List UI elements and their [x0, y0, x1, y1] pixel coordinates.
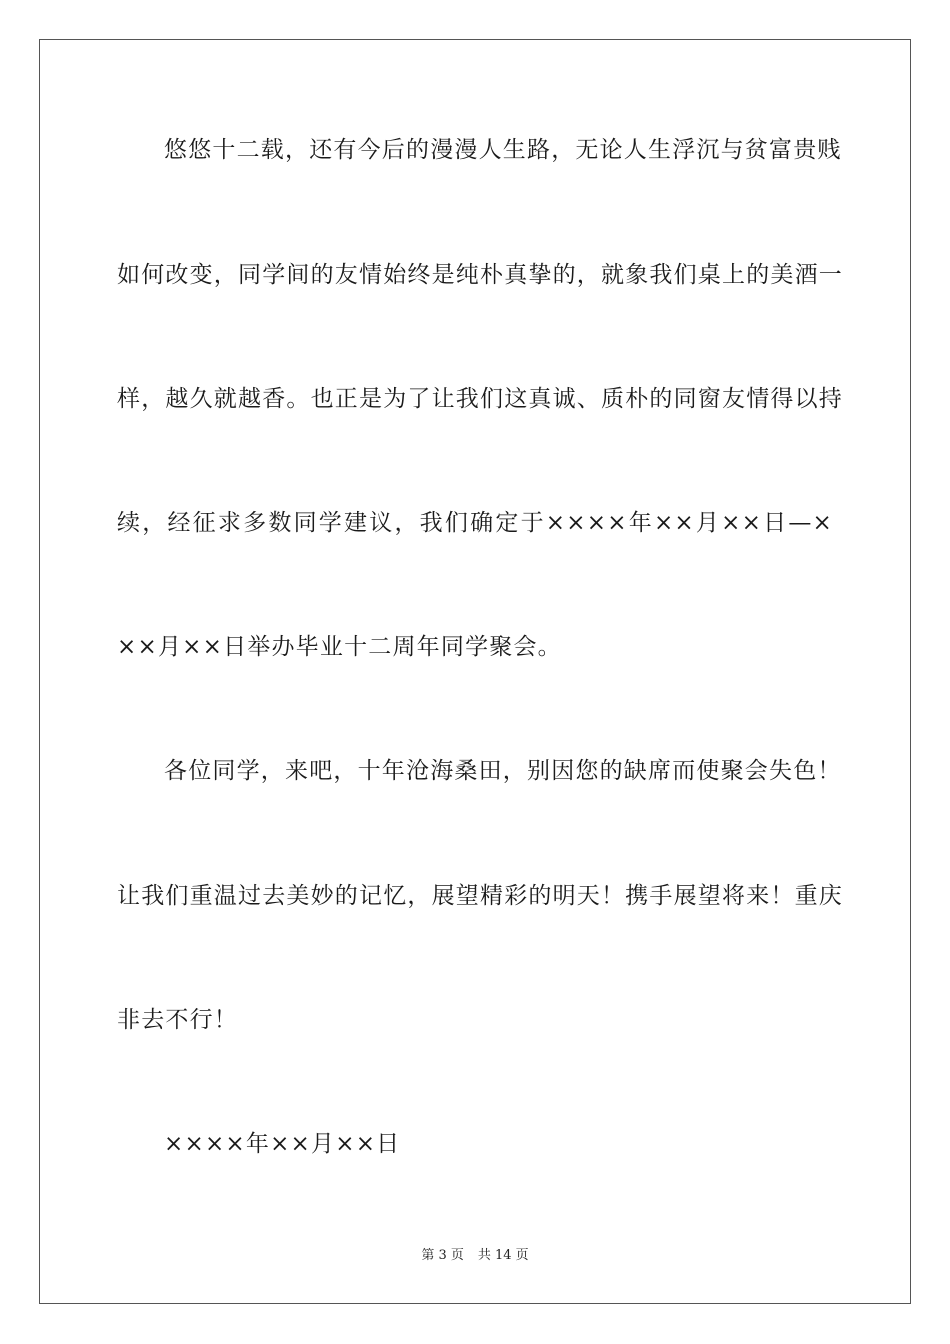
- paragraph-line-2: 如何改变，同学间的友情始终是纯朴真挚的，就象我们桌上的美酒一: [117, 262, 843, 288]
- date-line: ××××年××月××日: [164, 1131, 401, 1157]
- paragraph-line-5: ××月××日举办毕业十二周年同学聚会。: [117, 634, 562, 660]
- paragraph-line-3: 样，越久就越香。也正是为了让我们这真诚、质朴的同窗友情得以持: [117, 386, 843, 412]
- page-total: 共 14 页: [477, 1248, 529, 1263]
- paragraph-line-4: 续，经征求多数同学建议，我们确定于××××年××月××日—×: [117, 510, 833, 536]
- page-frame: [39, 39, 911, 1304]
- paragraph-line-1: 悠悠十二载，还有今后的漫漫人生路，无论人生浮沉与贫富贵贱: [164, 137, 842, 163]
- paragraph-line-8: 非去不行！: [117, 1007, 238, 1033]
- paragraph-line-7: 让我们重温过去美妙的记忆，展望精彩的明天！携手展望将来！重庆: [117, 883, 843, 909]
- page-footer: [0, 1248, 950, 1264]
- page-number: 第 3 页: [421, 1248, 464, 1263]
- paragraph-line-6: 各位同学，来吧，十年沧海桑田，别因您的缺席而使聚会失色！: [164, 758, 842, 784]
